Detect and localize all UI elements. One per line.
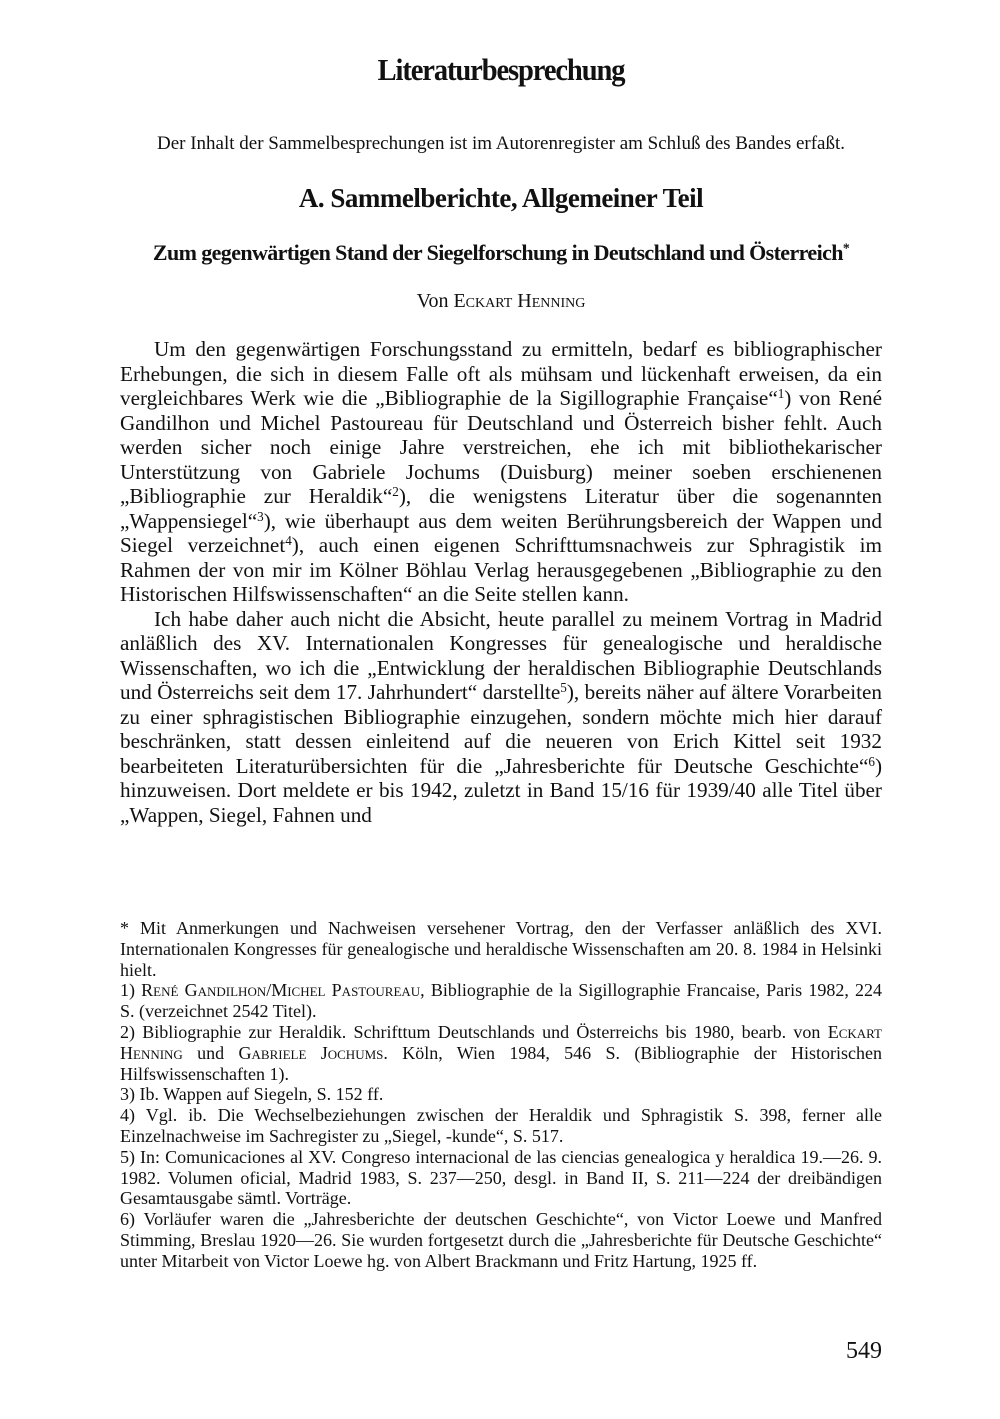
page-number: 549	[846, 1338, 882, 1364]
article-title-footnote-mark: *	[842, 240, 850, 256]
footnote-ref-6[interactable]: 6	[868, 753, 875, 769]
article-body	[120, 337, 882, 827]
footnote-text: Bibliographie zur Heraldik. Schrifttum Deutschlands und Österreichs bis 1980, bearb. von	[135, 1021, 828, 1042]
footnote-text: , Bibliographie de la Sigillographie Francaise, Paris 1982, 224 S. (verzeichnet 2542 Titel).	[120, 980, 882, 1022]
footnote-2: 2) Bibliographie zur Heraldik. Schrifttum Deutschlands und Österreichs bis 1980, bearb. von Eckart Henning und Gabriele Jochums. Köln, Wien 1984, 546 S. (Bibliographie der Historischen Hilfswissenschaften 1).	[120, 1021, 883, 1084]
footnote-ref-1[interactable]: 1	[777, 385, 785, 401]
body-text: ) hinzuweisen. Dort meldete er bis 1942, zuletzt in Band 15/16 für 1939/40 alle Titel über „Wappen, Siegel, Fahnen und	[120, 753, 882, 827]
footnote-mark: 1	[120, 980, 129, 1001]
footnote-star: * Mit Anmerkungen und Nachweisen versehener Vortrag, den der Verfasser anläßlich des XVI. Internationalen Kongresses für genealogische und heraldische Wissenschaften am 20. 8. 1984 in Helsinki hielt.	[120, 918, 882, 980]
body-text: ), auch einen eigenen Schrifttumsnachweis zur Sphragistik im Rahmen der von mir im Kölner Böhlau Verlag herausgegebenen „Bibliographie zu den Historischen Hilfswissenschaften“ an die Seite stellen kann.	[120, 533, 882, 606]
footnote-6: 6) Vorläufer waren die „Jahresberichte der deutschen Geschichte“, von Victor Loewe und Manfred Stimming, Breslau 1920—26. Sie wurden fortgesetzt durch die „Jahresberichte für Deutsche Geschichte“ unter Mitarbeit von Victor Loewe hg. von Albert Brackmann und Fritz Hartung, 1925 ff.	[120, 1209, 882, 1271]
body-text: Ich habe daher auch nicht die Absicht, heute parallel zu meinem Vortrag in Madrid anläßlich des XV. Internationalen Kongresses für genealogische und heraldische Wissenschaften, wo ich die „Entwicklung der heraldischen Bibliographie Deutschlands und Österreichs seit dem 17. Jahrhundert“ darstellte	[120, 606, 882, 704]
footnote-4: 4) Vgl. ib. Die Wechselbeziehungen zwischen der Heraldik und Sphragistik S. 398, ferner alle Einzelnachweise im Sachregister zu „Siegel, -kunde“, S. 517.	[120, 1105, 882, 1146]
footnote-ref-4[interactable]: 4	[285, 532, 292, 548]
byline-prefix: Von	[416, 290, 449, 312]
footnote-3: 3) Ib. Wappen auf Siegeln, S. 152 ff.	[120, 1084, 384, 1105]
section-heading: A. Sammelberichte, Allgemeiner Teil	[298, 183, 704, 213]
footnote-mark: 5	[120, 1146, 129, 1167]
footnote-author: Gabriele Jochums	[238, 1042, 384, 1063]
footnote-text: Vorläufer waren die „Jahresberichte der deutschen Geschichte“, von Victor Loewe und Manfred Stimming, Breslau 1920—26. Sie wurden fortgesetzt durch die „Jahresberichte für Deutsche Geschichte“ unter Mitarbeit von Victor Loewe hg. von Albert Brackmann und Fritz Hartung, 1925 ff.	[120, 1209, 882, 1271]
footnote-text: und	[182, 1042, 239, 1063]
footnotes	[120, 918, 882, 1272]
footnote-ref-3[interactable]: 3	[257, 508, 264, 524]
footnote-mark: 4	[120, 1105, 129, 1126]
footnote-text: Vgl. ib. Die Wechselbeziehungen zwischen der Heraldik und Sphragistik S. 398, ferner alle Einzelnachweise im Sachregister zu „Siegel, -kunde“, S. 517.	[120, 1105, 882, 1146]
footnote-author: Eckart Henning	[120, 1021, 882, 1063]
footnote-ref-2[interactable]: 2	[392, 483, 399, 499]
footnote-mark: 6	[120, 1209, 129, 1230]
footnote-author: René Gandilhon/Michel Pastoureau	[141, 980, 421, 1001]
body-text: ), wie überhaupt aus dem weiten Berührungsbereich der Wappen und Siegel verzeichnet	[120, 508, 882, 557]
footnote-1: 1) René Gandilhon/Michel Pastoureau, Bibliographie de la Sigillographie Francaise, Paris 1982, 224 S. (verzeichnet 2542 Titel).	[120, 980, 882, 1022]
footnote-ref-5[interactable]: 5	[560, 679, 567, 695]
footnote-mark: 3	[120, 1084, 129, 1105]
article-title	[120, 240, 882, 266]
footnote-mark: 2	[120, 1021, 129, 1042]
footnote-5: 5) In: Comunicaciones al XV. Congreso internacional de las ciencias genealogica y heraldica 19.—26. 9. 1982. Volumen oficial, Madrid 1983, S. 237—250, desgl. in Band II, S. 211—224 der dreibändigen Gesamtausgabe sämtl. Vorträge.	[120, 1146, 882, 1209]
intro-note: Der Inhalt der Sammelbesprechungen ist im Autorenregister am Schluß des Bandes erfaßt.	[156, 133, 846, 154]
body-text: ) von René Gandilhon und Michel Pastoureau für Deutschland und Österreich bisher fehlt. Auch werden sicher noch einige Jahre verstreichen, ehe ich mit bibliothekarischer Unterstützung von Gabriele Jochums (Duisburg) meiner soeben erschienenen „Bibliographie zur Heraldik“	[120, 386, 882, 508]
author-name: Eckart Henning	[453, 290, 586, 312]
body-paragraph-2	[120, 607, 882, 828]
body-text: Um den gegenwärtigen Forschungsstand zu ermitteln, bedarf es bibliographischer Erhebungen, die sich in diesem Falle oft als mühsam und lückenhaft erweisen, da ein vergleichbares Werk wie die „Bibliographie de la Sigillographie Française“	[120, 337, 882, 410]
footnote-text: In: Comunicaciones al XV. Congreso internacional de las ciencias genealogica y heraldica 19.—26. 9. 1982. Volumen oficial, Madrid 1983, S. 237—250, desgl. in Band II, S. 211—224 der dreibändigen Gesamtausgabe sämtl. Vorträge.	[120, 1146, 882, 1209]
page-title: Literaturbesprechung	[377, 52, 625, 87]
body-paragraph-1	[120, 337, 882, 607]
body-text: ), die wenigstens Literatur über die sogenannten „Wappensiegel“	[120, 484, 882, 533]
footnote-text: Ib. Wappen auf Siegeln, S. 152 ff.	[135, 1084, 384, 1105]
body-text: ), bereits näher auf ältere Vorarbeiten zu einer sphragistischen Bibliographie einzugehen, sondern möchte mich hier darauf beschränken, statt dessen einleitend auf die neueren von Erich Kittel seit 1932 bearbeiteten Literaturübersichten für die „Jahresberichte für Deutsche Geschichte“	[120, 680, 882, 778]
footnote-text: . Köln, Wien 1984, 546 S. (Bibliographie der Historischen Hilfswissenschaften 1).	[120, 1042, 883, 1084]
byline	[120, 290, 882, 313]
article-title-text: Zum gegenwärtigen Stand der Siegelforschung in Deutschland und Österreich	[152, 240, 843, 265]
